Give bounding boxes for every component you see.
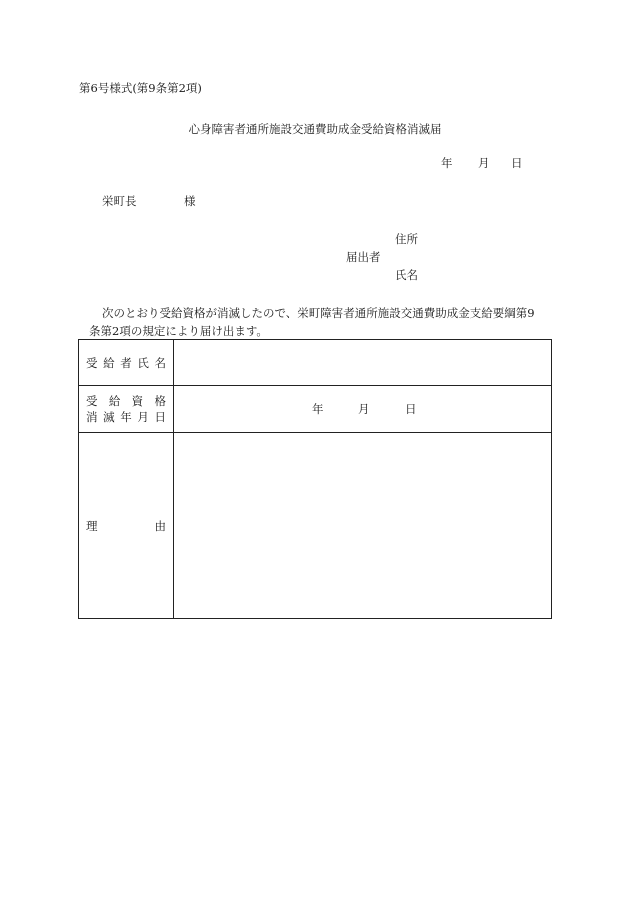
body-text-line-2: 条第2項の規定により届け出ます。 (89, 324, 268, 338)
reason-label-cell (79, 433, 174, 619)
applicant-label: 届出者 (346, 250, 381, 264)
date-year-label: 年 (441, 156, 453, 170)
lapse-date-row (79, 386, 552, 433)
reason-input-cell[interactable] (174, 433, 552, 619)
lapse-day-label: 日 (405, 402, 417, 416)
recipient-name-label: 受 給 者 氏 名 (86, 355, 166, 370)
recipient-row (79, 340, 552, 386)
lapse-month-label: 月 (358, 402, 370, 416)
lapse-date-label-line-1: 受 給 資 格 (86, 394, 166, 408)
form-number: 第6号様式(第9条第2項) (79, 81, 202, 95)
recipient-name-label-cell (79, 340, 174, 386)
addressee-honorific: 様 (184, 194, 196, 208)
reason-row (79, 433, 552, 619)
lapse-date-input-cell[interactable] (174, 386, 552, 433)
reason-label: 理 由 (86, 518, 166, 533)
lapse-date-label-line-2: 消 滅 年 月 日 (86, 410, 166, 424)
applicant-address-label: 住所 (395, 232, 418, 246)
recipient-name-input-cell[interactable] (174, 340, 552, 386)
lapse-date-label-cell (79, 386, 174, 433)
lapse-year-label: 年 (312, 402, 324, 416)
applicant-name-label: 氏名 (395, 268, 418, 282)
date-day-label: 日 (511, 156, 523, 170)
lapse-form-table (78, 339, 552, 619)
document-title: 心身障害者通所施設交通費助成金受給資格消滅届 (188, 122, 442, 136)
date-month-label: 月 (478, 156, 490, 170)
addressee-name: 栄町長 (102, 194, 137, 208)
body-text-line-1: 次のとおり受給資格が消滅したので、栄町障害者通所施設交通費助成金支給要綱第9 (102, 306, 535, 320)
